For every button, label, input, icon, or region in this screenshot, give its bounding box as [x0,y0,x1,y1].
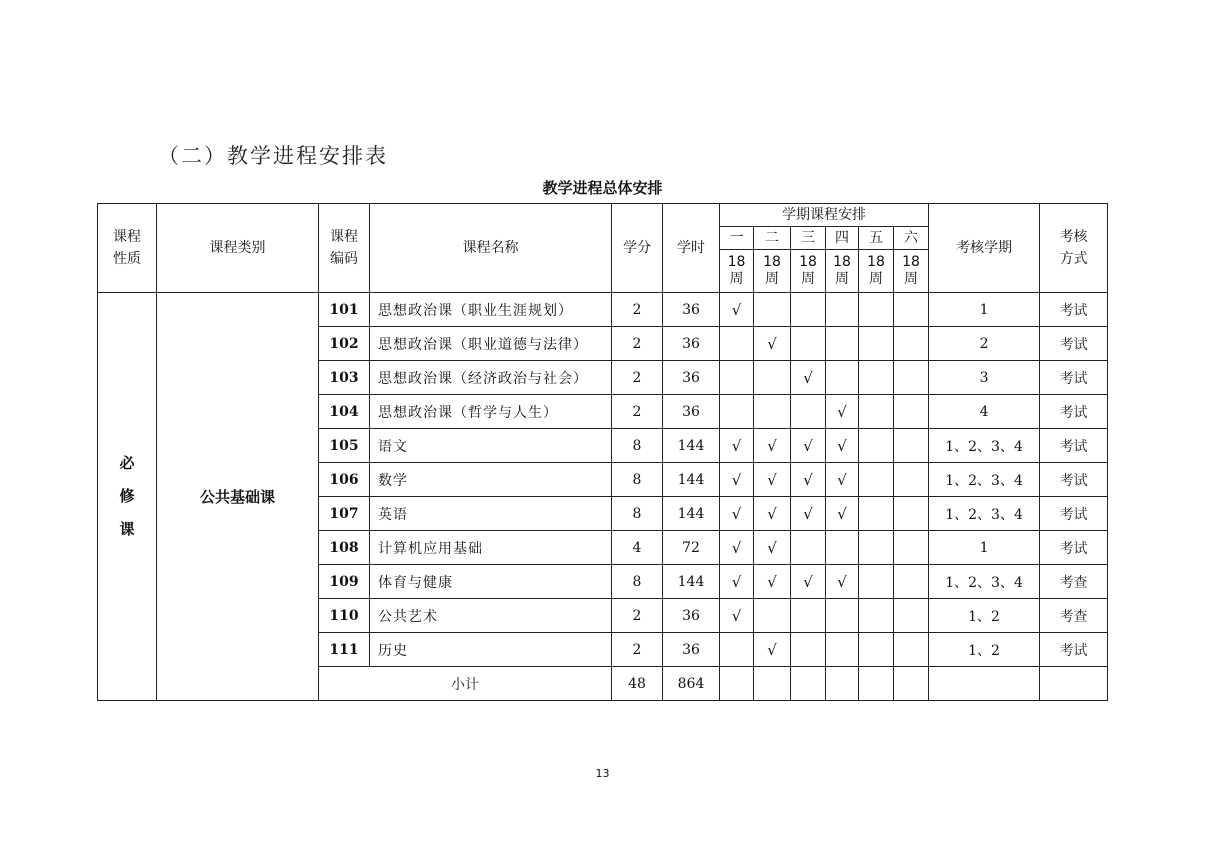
semester-1-mark: √ [720,565,754,599]
exam-term: 1、2、3、4 [929,497,1040,531]
semester-6-mark [894,463,929,497]
semester-2-mark [754,293,791,327]
course-code: 109 [319,565,370,599]
exam-term: 1、2、3、4 [929,565,1040,599]
exam-term: 1、2 [929,633,1040,667]
semester-4-mark [826,327,859,361]
semester-3-mark: √ [791,463,826,497]
course-hours: 36 [663,633,720,667]
course-code: 111 [319,633,370,667]
semester-3-mark [791,395,826,429]
exam-term: 1 [929,293,1040,327]
table-row [98,293,1108,327]
semester-1-mark [720,395,754,429]
course-hours: 36 [663,361,720,395]
semester-4: 四 [826,227,859,250]
semester-1: 一 [720,227,754,250]
semester-3-mark [791,327,826,361]
semester-3-mark: √ [791,565,826,599]
semester-1-mark: √ [720,463,754,497]
course-credits: 8 [612,497,663,531]
semester-3-mark [791,531,826,565]
semester-5-mark [859,497,894,531]
subtotal-semester-1 [720,667,754,701]
course-credits: 8 [612,463,663,497]
exam-term: 1、2、3、4 [929,429,1040,463]
semester-1-mark: √ [720,599,754,633]
exam-term: 4 [929,395,1040,429]
semester-6-mark [894,429,929,463]
semester-2-mark [754,395,791,429]
semester-2-mark: √ [754,633,791,667]
course-name: 思想政治课（经济政治与社会） [370,361,612,395]
semester-3: 三 [791,227,826,250]
semester-4-mark: √ [826,395,859,429]
header-exam-term: 考核学期 [929,204,1040,293]
section-heading: （二）教学进程安排表 [158,144,388,168]
course-credits: 2 [612,395,663,429]
semester-5-mark [859,599,894,633]
course-code: 101 [319,293,370,327]
course-hours: 36 [663,327,720,361]
semester-1-mark [720,361,754,395]
course-code: 102 [319,327,370,361]
course-name: 数学 [370,463,612,497]
weeks-4: 18 周 [826,250,859,293]
semester-2-mark: √ [754,327,791,361]
subtotal-semester-3 [791,667,826,701]
subtotal-semester-5 [859,667,894,701]
course-nature-cell: 必 修 课 [98,293,157,701]
semester-3-mark [791,633,826,667]
exam-method: 考试 [1040,429,1108,463]
semester-2-mark [754,361,791,395]
course-name: 语文 [370,429,612,463]
exam-method: 考查 [1040,565,1108,599]
semester-6: 六 [894,227,929,250]
exam-term: 3 [929,361,1040,395]
exam-term: 2 [929,327,1040,361]
course-hours: 144 [663,429,720,463]
course-hours: 36 [663,599,720,633]
course-credits: 2 [612,327,663,361]
semester-5-mark [859,633,894,667]
course-name: 英语 [370,497,612,531]
header-exam-method: 考核 方式 [1040,204,1108,293]
course-hours: 144 [663,497,720,531]
course-credits: 8 [612,429,663,463]
semester-1-mark [720,327,754,361]
semester-4-mark [826,293,859,327]
teaching-schedule-table [97,203,1108,701]
course-hours: 144 [663,565,720,599]
semester-5-mark [859,293,894,327]
semester-4-mark [826,633,859,667]
semester-6-mark [894,599,929,633]
weeks-3: 18 周 [791,250,826,293]
course-credits: 4 [612,531,663,565]
exam-method: 考查 [1040,599,1108,633]
exam-method: 考试 [1040,463,1108,497]
semester-5-mark [859,395,894,429]
course-code: 105 [319,429,370,463]
semester-6-mark [894,633,929,667]
semester-5-mark [859,531,894,565]
course-name: 思想政治课（职业生涯规划） [370,293,612,327]
weeks-2: 18 周 [754,250,791,293]
semester-5-mark [859,361,894,395]
subtotal-semester-2 [754,667,791,701]
course-name: 公共艺术 [370,599,612,633]
course-credits: 2 [612,361,663,395]
course-credits: 2 [612,633,663,667]
semester-3-mark: √ [791,429,826,463]
semester-6-mark [894,361,929,395]
header-hours: 学时 [663,204,720,293]
semester-3-mark [791,293,826,327]
exam-method: 考试 [1040,395,1108,429]
semester-6-mark [894,293,929,327]
course-code: 106 [319,463,370,497]
course-credits: 8 [612,565,663,599]
header-semester-group: 学期课程安排 [720,204,929,227]
course-credits: 2 [612,599,663,633]
semester-3-mark [791,599,826,633]
semester-4-mark: √ [826,565,859,599]
semester-6-mark [894,497,929,531]
semester-2: 二 [754,227,791,250]
exam-method: 考试 [1040,497,1108,531]
course-credits: 2 [612,293,663,327]
weeks-1: 18 周 [720,250,754,293]
semester-6-mark [894,327,929,361]
semester-4-mark: √ [826,497,859,531]
weeks-6: 18 周 [894,250,929,293]
subtotal-semester-4 [826,667,859,701]
semester-4-mark: √ [826,463,859,497]
exam-method: 考试 [1040,327,1108,361]
header-nature: 课程 性质 [98,204,157,293]
semester-1-mark: √ [720,429,754,463]
course-category-cell: 公共基础课 [157,293,319,701]
semester-2-mark: √ [754,429,791,463]
semester-6-mark [894,531,929,565]
exam-method: 考试 [1040,633,1108,667]
course-name: 历史 [370,633,612,667]
exam-method: 考试 [1040,361,1108,395]
semester-1-mark [720,633,754,667]
page-number: 13 [595,767,610,780]
semester-2-mark: √ [754,531,791,565]
semester-5-mark [859,327,894,361]
subtotal-semester-6 [894,667,929,701]
semester-5-mark [859,463,894,497]
header-category: 课程类别 [157,204,319,293]
course-hours: 36 [663,395,720,429]
semester-6-mark [894,395,929,429]
course-code: 104 [319,395,370,429]
subtotal-hours: 864 [663,667,720,701]
semester-5-mark [859,565,894,599]
semester-6-mark [894,565,929,599]
course-name: 思想政治课（职业道德与法律） [370,327,612,361]
course-code: 108 [319,531,370,565]
semester-4-mark [826,599,859,633]
semester-2-mark: √ [754,497,791,531]
weeks-5: 18 周 [859,250,894,293]
exam-term: 1、2、3、4 [929,463,1040,497]
semester-5-mark [859,429,894,463]
course-name: 计算机应用基础 [370,531,612,565]
header-row [98,204,1108,227]
course-name: 体育与健康 [370,565,612,599]
course-code: 107 [319,497,370,531]
exam-method: 考试 [1040,531,1108,565]
semester-2-mark: √ [754,565,791,599]
course-code: 110 [319,599,370,633]
subtotal-label: 小计 [319,667,612,701]
table-title: 教学进程总体安排 [542,179,663,197]
exam-method: 考试 [1040,293,1108,327]
course-hours: 36 [663,293,720,327]
exam-term: 1 [929,531,1040,565]
course-code: 103 [319,361,370,395]
header-credits: 学分 [612,204,663,293]
semester-5: 五 [859,227,894,250]
exam-term: 1、2 [929,599,1040,633]
subtotal-exam-method [1040,667,1108,701]
semester-1-mark: √ [720,531,754,565]
semester-3-mark: √ [791,497,826,531]
semester-1-mark: √ [720,293,754,327]
course-hours: 144 [663,463,720,497]
semester-4-mark [826,531,859,565]
subtotal-credits: 48 [612,667,663,701]
course-name: 思想政治课（哲学与人生） [370,395,612,429]
subtotal-exam-term [929,667,1040,701]
header-code: 课程 编码 [319,204,370,293]
header-name: 课程名称 [370,204,612,293]
semester-1-mark: √ [720,497,754,531]
semester-2-mark [754,599,791,633]
semester-4-mark [826,361,859,395]
semester-2-mark: √ [754,463,791,497]
semester-3-mark: √ [791,361,826,395]
course-hours: 72 [663,531,720,565]
semester-4-mark: √ [826,429,859,463]
